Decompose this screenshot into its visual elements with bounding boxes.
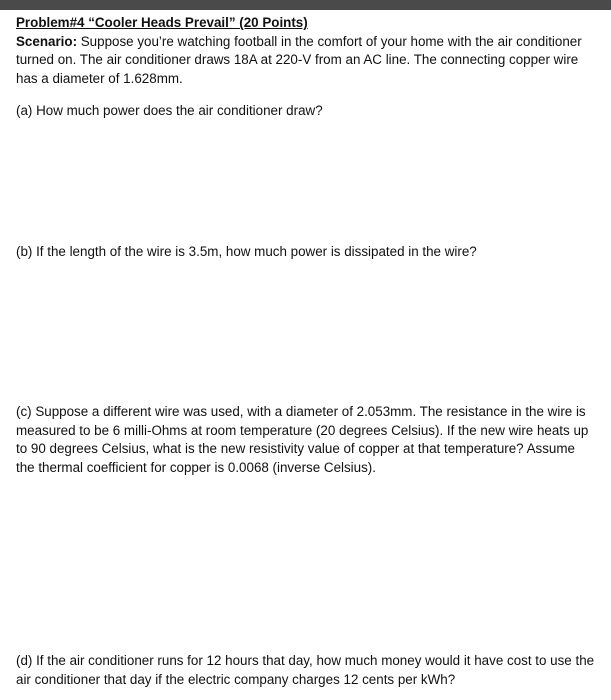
question-b: (b) If the length of the wire is 3.5m, how much power is dissipated in the wire? xyxy=(16,244,477,259)
scenario-paragraph xyxy=(16,33,601,89)
window-top-bar xyxy=(0,0,611,10)
question-c: (c) Suppose a different wire was used, with a diameter of 2.053mm. The resistance in the wire is measured to be 6 milli-Ohms at room temperature (20 degrees Celsius). If the new wire heats up to 90 degrees Celsius, what is the new resistivity value of copper at that temperature? Assume the thermal coefficient for copper is 0.0068 (inverse Celsius). xyxy=(16,404,589,475)
question-a: (a) How much power does the air conditioner draw? xyxy=(16,103,323,118)
scenario-text: Suppose you’re watching football in the comfort of your home with the air conditioner turned on. The air conditioner draws 18A at 220-V from an AC line. The connecting copper wire has a diameter of 1.628mm. xyxy=(16,33,582,86)
problem-title: Problem#4 “Cooler Heads Prevail” (20 Points) xyxy=(16,15,308,30)
question-d: (d) If the air conditioner runs for 12 hours that day, how much money would it have cost to use the air conditioner that day if the electric company charges 12 cents per kWh? xyxy=(16,653,595,687)
problem-document xyxy=(16,14,601,88)
scenario-label: Scenario: xyxy=(16,33,78,49)
